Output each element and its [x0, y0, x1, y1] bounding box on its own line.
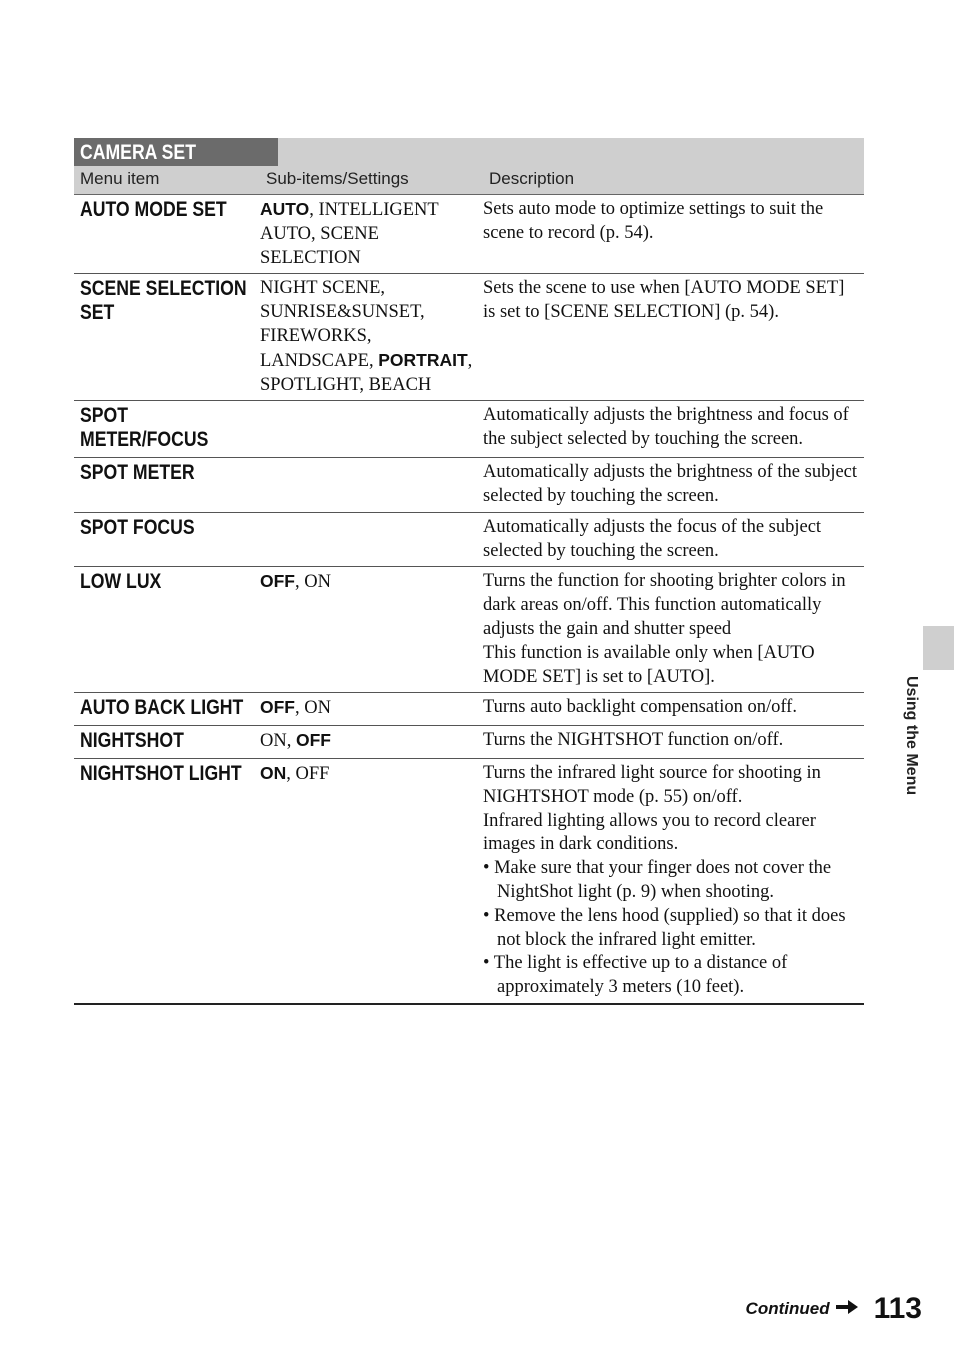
description-paragraph: Automatically adjusts the brightness and focus of the subject selected by touching the screen.: [483, 405, 849, 450]
menu-item-settings: [260, 277, 483, 397]
table-row: [74, 567, 864, 693]
setting-option: , INTELLIGENT AUTO, SCENE SELECTION: [260, 200, 439, 268]
menu-item-name-text: NIGHTSHOT: [80, 729, 184, 753]
menu-item-name-text: NIGHTSHOT LIGHT: [80, 761, 242, 785]
default-setting: OFF: [295, 730, 331, 751]
menu-item-settings: [260, 729, 483, 755]
menu-item-name: [74, 729, 260, 755]
description-paragraph: Turns the infrared light source for shooting in NIGHTSHOT mode (p. 55) on/off.: [483, 762, 821, 807]
menu-item-name: [74, 570, 260, 689]
default-setting: ON: [260, 762, 287, 783]
table-row: [74, 458, 864, 513]
menu-table: [74, 138, 864, 1005]
menu-item-name: [74, 762, 260, 1000]
description-paragraph: Sets the scene to use when [AUTO MODE SET] is set to [SCENE SELECTION] (p. 54).: [483, 278, 845, 323]
setting-option: ON,: [260, 731, 296, 752]
description-paragraph: Turns the NIGHTSHOT function on/off.: [483, 730, 784, 751]
description-paragraph: Sets auto mode to optimize settings to suit the scene to record (p. 54).: [483, 199, 824, 243]
description-paragraph: Infrared lighting allows you to record clearer images in dark conditions.: [483, 810, 816, 855]
menu-item-name-text: SPOT FOCUS: [80, 515, 195, 539]
menu-item-name: [74, 696, 260, 722]
menu-item-name: [74, 277, 260, 397]
menu-item-settings: [260, 762, 483, 1000]
menu-item-name-text: AUTO MODE SET: [80, 198, 227, 221]
description-paragraph: Automatically adjusts the focus of the subject selected by touching the screen.: [483, 516, 822, 561]
setting-option: , OFF: [286, 763, 330, 784]
page-footer: [746, 1289, 922, 1329]
default-setting: PORTRAIT: [378, 349, 468, 370]
menu-item-settings: [260, 570, 483, 689]
table-row: [74, 513, 864, 568]
menu-item-name: [74, 516, 260, 564]
default-setting: AUTO: [260, 199, 310, 219]
description-paragraph: Turns auto backlight compensation on/off.: [483, 697, 797, 718]
table-row: [74, 401, 864, 458]
description-paragraph: Turns the function for shooting brighter colors in dark areas on/off. This function automatically adjusts the gain and shutter speed: [483, 571, 846, 639]
menu-item-description: [483, 762, 864, 1000]
right-arrow-icon: [836, 1300, 858, 1319]
column-header-description: Description: [489, 169, 575, 188]
setting-option: NIGHT SCENE, SUNRISE&SUNSET, FIREWORKS, LANDSCAPE,: [260, 278, 425, 371]
page-number: 113: [873, 1292, 922, 1325]
menu-item-description: [483, 729, 864, 755]
menu-item-name: [74, 461, 260, 509]
setting-option: , ON: [295, 572, 331, 593]
description-bullet: • Remove the lens hood (supplied) so that it does not block the infrared light emitter.: [483, 905, 846, 950]
table-body: [74, 195, 864, 1005]
table-row: [74, 726, 864, 759]
default-setting: OFF: [260, 571, 295, 592]
menu-item-name: [74, 198, 260, 270]
continued-label: Continued: [745, 1299, 830, 1318]
menu-item-description: [483, 696, 864, 722]
column-header-settings: Sub-items/Settings: [266, 169, 409, 188]
menu-item-description: [483, 198, 864, 270]
menu-item-settings: [260, 696, 483, 722]
table-row: [74, 759, 864, 1005]
menu-item-name-text: SCENE SELECTION SET: [80, 277, 247, 325]
setting-option: , ON: [295, 698, 331, 719]
section-title: [74, 138, 278, 166]
menu-item-description: [483, 516, 864, 564]
description-paragraph: This function is available only when [AUTO MODE SET] is set to [AUTO].: [483, 642, 815, 687]
menu-item-name-text: AUTO BACK LIGHT: [80, 696, 244, 720]
menu-item-settings: [260, 198, 483, 270]
side-tab-label-text: Using the Menu: [903, 676, 920, 796]
table-header: [74, 138, 864, 195]
side-tab-label: [898, 676, 922, 816]
menu-item-name: [74, 404, 260, 454]
description-bullet: • Make sure that your finger does not cover the NightShot light (p. 9) when shooting.: [483, 858, 832, 902]
menu-item-description: [483, 570, 864, 689]
setting-option: , SPOTLIGHT, BEACH: [260, 350, 473, 395]
menu-item-description: [483, 277, 864, 397]
column-header-menu-item: Menu item: [80, 169, 160, 188]
menu-item-name-text: LOW LUX: [80, 570, 162, 594]
menu-item-description: [483, 461, 864, 509]
section-title-text: CAMERA SET: [80, 141, 196, 164]
side-tab: [923, 626, 954, 670]
menu-item-name-text: SPOT METER: [80, 461, 195, 485]
menu-item-settings: [260, 461, 483, 509]
menu-item-settings: [260, 516, 483, 564]
menu-item-name-text: SPOT METER/FOCUS: [80, 404, 209, 452]
description-paragraph: Automatically adjusts the brightness of the subject selected by touching the screen.: [483, 462, 858, 506]
default-setting: OFF: [260, 697, 295, 718]
table-row: [74, 693, 864, 726]
table-row: [74, 274, 864, 401]
menu-item-description: [483, 404, 864, 454]
table-row: [74, 195, 864, 274]
description-bullet: • The light is effective up to a distance of approximately 3 meters (10 feet).: [483, 953, 788, 998]
menu-item-settings: [260, 404, 483, 454]
